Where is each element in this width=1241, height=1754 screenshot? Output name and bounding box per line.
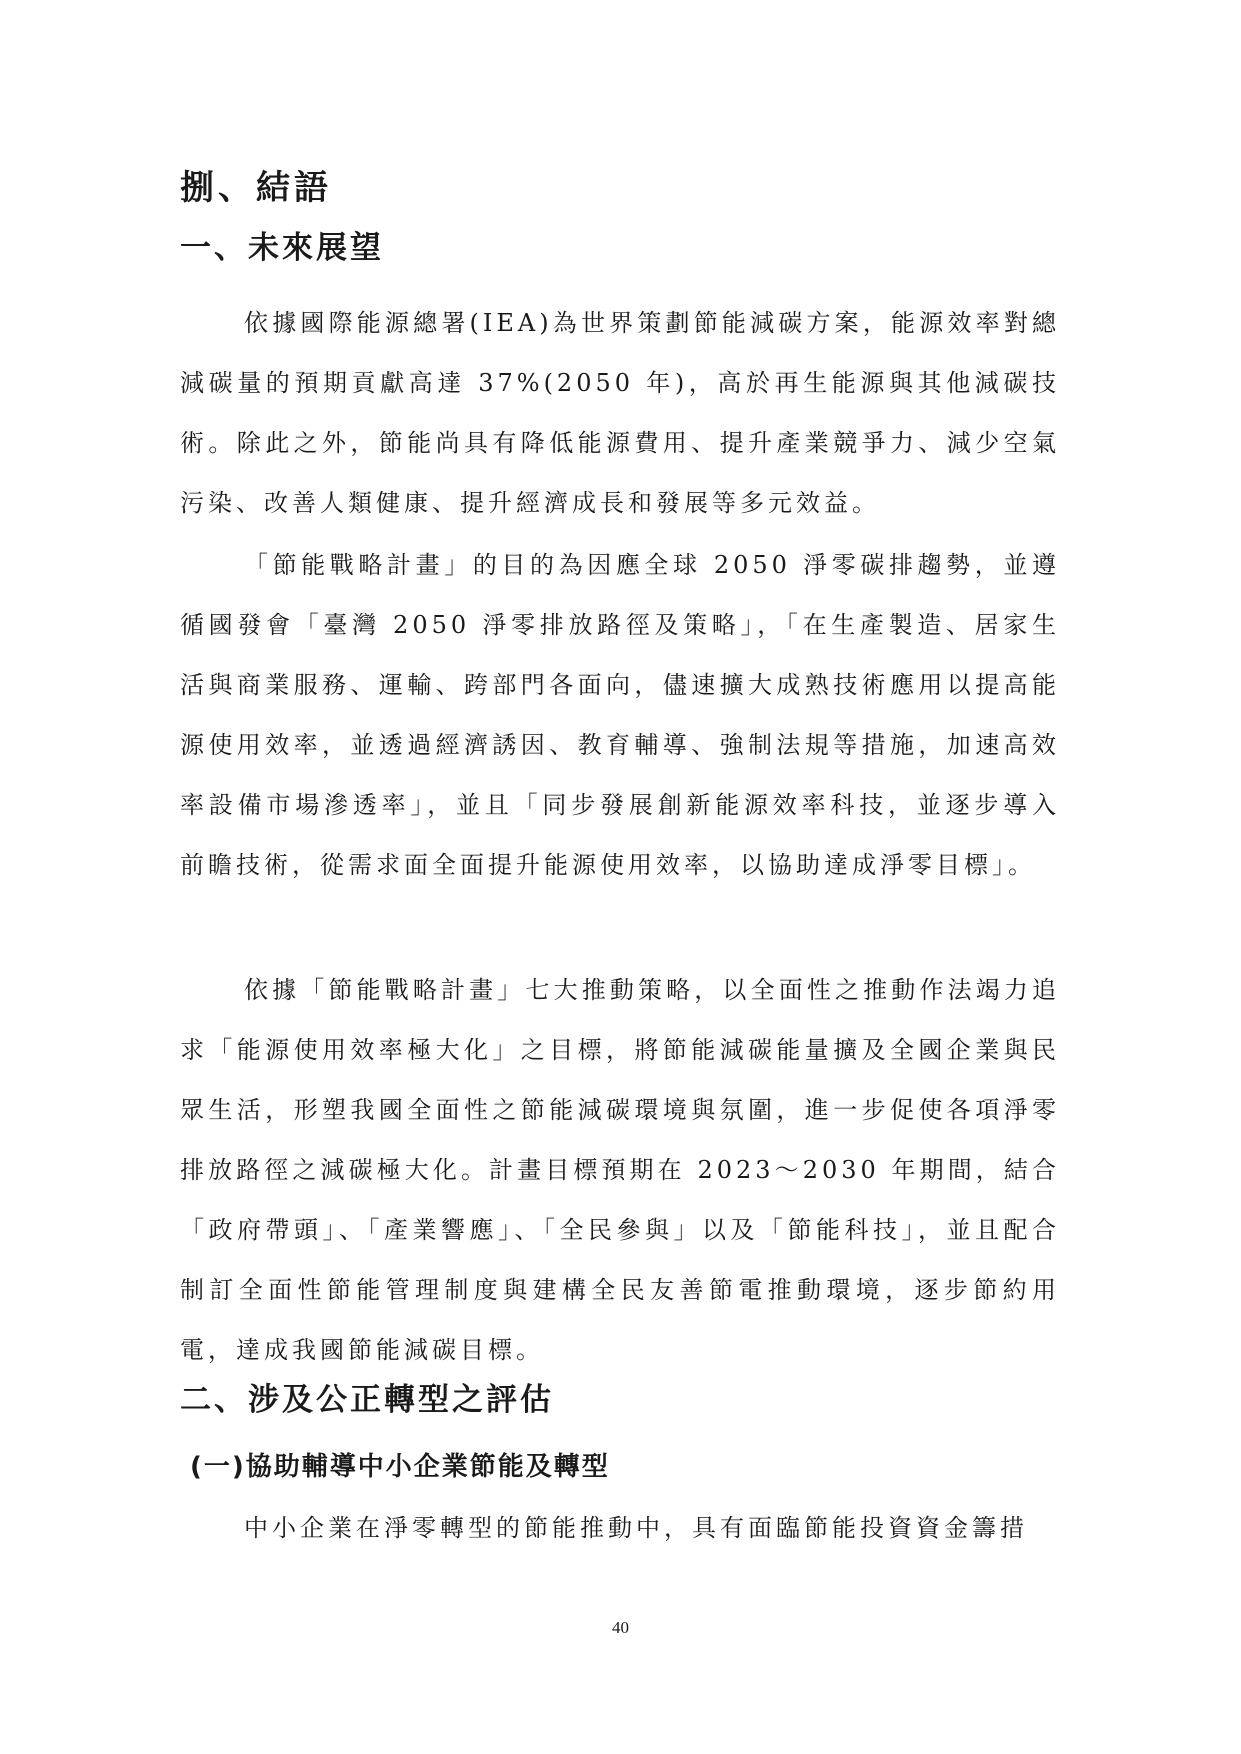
chapter-title: 捌、結語 <box>180 168 332 208</box>
section-title-future-outlook: 一、未來展望 <box>180 230 384 266</box>
paragraph-strategy-plan: 「節能戰略計畫」的目的為因應全球 2050 淨零碳排趨勢，並遵循國發會「臺灣 2050 淨零排放路徑及策略」，「在生產製造、居家生活與商業服務、運輸、跨部門各面向，儘速擴大成熟技術應用以提高能源使用效率，並透過經濟誘因、教育輔導、強制法規等措施，加速高效率設備市場滲透率」，並且「同步發展創新能源效率科技，並逐步導入前瞻技術，從需求面全面提升能源使用效率，以協助達成淨零目標」。 <box>180 551 1060 879</box>
section-title-just-transition: 二、涉及公正轉型之評估 <box>180 1382 554 1418</box>
paragraph-sme-intro: 中小企業在淨零轉型的節能推動中，具有面臨節能投資資金籌措 <box>244 1514 1028 1542</box>
page-number: 40 <box>612 1618 629 1637</box>
subsection-title-sme-support: (一)協助輔導中小企業節能及轉型 <box>190 1452 610 1482</box>
paragraph-seven-strategies: 依據「節能戰略計畫」七大推動策略，以全面性之推動作法竭力追求「能源使用效率極大化」之目標，將節能減碳能量擴及全國企業與民眾生活，形塑我國全面性之節能減碳環境與氛圍，進一步促使各項淨零排放路徑之減碳極大化。計畫目標預期在 2023～2030 年期間，結合「政府帶頭」、「產業響應」、「全民參與」以及「節能科技」，並且配合制訂全面性節能管理制度與建構全民友善節電推動環境，逐步節約用電，達成我國節能減碳目標。 <box>180 976 1060 1364</box>
paragraph-iea-efficiency: 依據國際能源總署(IEA)為世界策劃節能減碳方案，能源效率對總減碳量的預期貢獻高達 37%(2050 年)，高於再生能源與其他減碳技術。除此之外，節能尚具有降低能源費用、提升產業競爭力、減少空氣污染、改善人類健康、提升經濟成長和發展等多元效益。 <box>180 309 1060 517</box>
